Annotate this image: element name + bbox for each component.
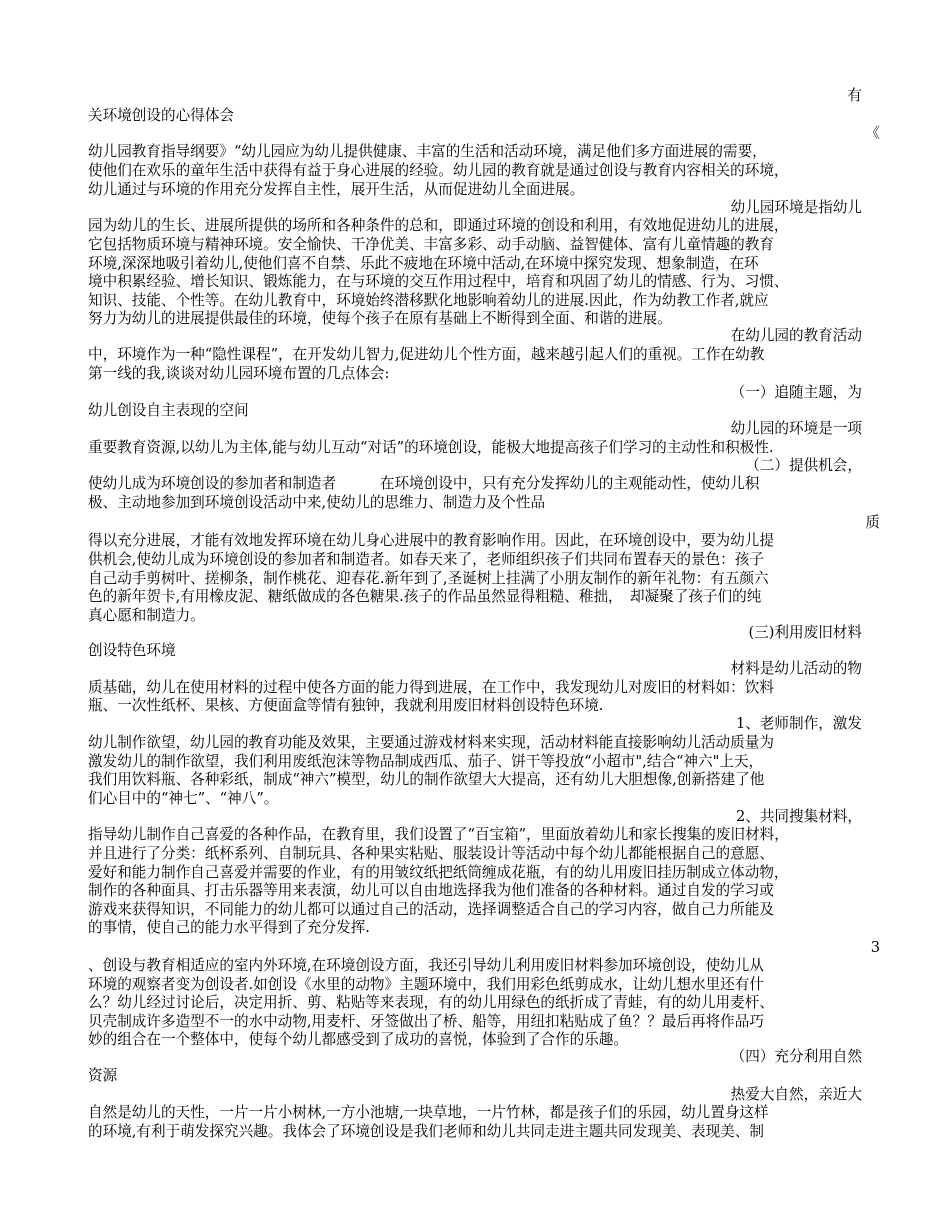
text-line: 指导幼儿制作自己喜爱的各种作品，在教育里，我们设置了“百宝箱”，里面放着幼儿和家长搜集的废旧材料， <box>88 826 789 843</box>
text-line: 幼儿制作欲望，幼儿园的教育功能及效果，主要通过游戏材料来实现，活动材料能直接影响幼儿活动质量为 <box>88 734 774 751</box>
text-line: 激发幼儿的制作欲望，我们利用废纸泡沫等物品制成西瓜、茄子、饼干等投放“小超市",结合“神六"上天， <box>88 753 764 770</box>
text-line: 知识、技能、个性等。在幼儿教育中，环境始终潜移默化地影响着幼儿的进展.因此，作为幼教工作者,就应 <box>88 292 769 309</box>
subheading-2: 2、共同搜集材料， <box>735 808 862 825</box>
text-line: 妙的组合在一个整体中，使每个幼儿都感受到了成功的喜悦，体验到了合作的乐趣。 <box>88 1031 628 1048</box>
text-line: 贝壳制成许多造型不一的水中动物,用麦杆、牙签做出了桥、船等，用纽扣粘贴成了鱼？？最后再将作品巧 <box>88 1013 764 1030</box>
text-line: 第一线的我,谈谈对幼儿园环境布置的几点体会: <box>88 365 390 382</box>
text-line: 极、主动地参加到环境创设活动中来,使幼儿的思维力、制造力及个性品 <box>88 494 546 511</box>
text-line: 幼儿园教育指导纲要》“幼儿园应为幼儿提供健康、丰富的生活和活动环境，满足他们多方面进展的需要， <box>88 143 767 160</box>
text-line: 供机会,使幼儿成为环境创设的参加者和制造者。如春天来了，老师组织孩子们共同布置春天的景色：孩子 <box>88 551 764 568</box>
text-line: 重要教育资源,以幼儿为主体,能与幼儿互动“对话”的环境创设，能极大地提高孩子们学习的主动性和积极性. <box>88 439 774 456</box>
text-line: 在幼儿园的教育活动 <box>730 327 862 344</box>
text-line: 的事情，使自己的能力水平得到了充分发挥. <box>88 919 370 936</box>
text-line: 它包括物质环境与精神环境。安全愉快、干净优美、丰富多彩、动手动脑、益智健体、富有儿童情趣的教育 <box>88 236 774 253</box>
text-line: 我们用饮料瓶、各种彩纸，制成“神六”模型，幼儿的制作欲望大大提高，还有幼儿大胆想像,创新搭建了他 <box>88 771 765 788</box>
text-line: 材料是幼儿活动的物 <box>730 660 862 677</box>
text-line: 的环境,有利于萌发探究兴趣。我体会了环境创设是我们老师和幼儿共同走进主题共同发现美、表现美、制 <box>88 1123 764 1140</box>
text-line: 制作的各种面具、打击乐器等用来表演，幼儿可以自由地选择我为他们准备的各种材料。通过自发的学习或 <box>88 882 774 899</box>
text-line: 得以充分进展，才能有效地发挥环境在幼儿身心进展中的教育影响作用。因此，在环境创设中，要为幼儿提 <box>88 532 774 549</box>
text-line: 们心目中的“神七”、“神八”。 <box>88 790 279 807</box>
text-line: 真心愿和制造力。 <box>88 607 205 624</box>
section-heading-3-cont: 创设特色环境 <box>88 642 176 659</box>
text-line: 爱好和能力制作自己喜爱并需要的作业，有的用皱纹纸把纸筒缠成花瓶，有的幼儿用废旧挂历制成立体动物， <box>88 864 789 881</box>
text-line: 幼儿园的环境是一项 <box>730 420 862 437</box>
text-line: 瓶、一次性纸杯、果核、方便面盒等情有独钟，我就利用废旧材料创设特色环境. <box>88 697 604 714</box>
text-line: 游戏来获得知识，不同能力的幼儿都可以通过自己的活动，选择调整适合自己的学习内容，做自己力所能及 <box>88 901 774 918</box>
section-heading-1: （一）追随主题，为 <box>730 384 862 401</box>
text-line: 使他们在欢乐的童年生活中获得有益于身心进展的经验。幼儿园的教育就是通过创设与教育内容相关的环境， <box>88 162 789 179</box>
text-line: 质 <box>865 514 880 531</box>
subheading-3: 3 <box>870 939 880 956</box>
section-heading-2-cont: 使幼儿成为环境创设的参加者和制造者 在环境创设中，只有充分发挥幼儿的主观能动性，使幼儿积 <box>88 475 760 492</box>
text-line: 努力为幼儿的进展提供最佳的环境，使每个孩子在原有基础上不断得到全面、和谐的进展。 <box>88 310 672 327</box>
section-heading-3: (三)利用废旧材料 <box>748 624 862 641</box>
subheading-1: 1、老师制作，激发 <box>735 715 862 732</box>
section-heading-1-cont: 幼儿创设自主表现的空间 <box>88 402 249 419</box>
text-line: 并且进行了分类：纸杯系列、自制玩具、各种果实粘贴、服装设计等活动中每个幼儿都能根据自己的意愿、 <box>88 845 774 862</box>
section-heading-4: （四）充分利用自然 <box>730 1048 862 1065</box>
text-line: 幼儿通过与环境的作用充分发挥自主性，展开生活，从而促进幼儿全面进展。 <box>88 181 585 198</box>
text-line: 、创设与教育相适应的室内外环境,在环境创设方面，我还引导幼儿利用废旧材料参加环境创设，使幼儿从 <box>88 957 764 974</box>
text-line: 自己动手剪树叶、搓柳条，制作桃花、迎春花.新年到了,圣诞树上挂满了小朋友制作的新年礼物：有五颜六 <box>88 570 769 587</box>
text-line: 环境的观察者变为创设者.如创设《水里的动物》主题环境中，我们用彩色纸剪成水，让幼儿想水里还有什 <box>88 976 764 993</box>
text-line: 《 <box>865 125 880 142</box>
section-heading-4-cont: 资源 <box>88 1067 118 1084</box>
text-line: 质基础，幼儿在使用材料的过程中使各方面的能力得到进展，在工作中，我发现幼儿对废旧的材料如：饮料 <box>88 679 774 696</box>
doc-title: 关环境创设的心得体会 <box>88 107 234 124</box>
section-heading-2: （二）提供机会， <box>745 457 862 474</box>
text-line: 自然是幼儿的天性，一片一片小树林,一方小池塘,一块草地，一片竹林，都是孩子们的乐园，幼儿置身这样 <box>88 1104 769 1121</box>
text-line: 有 <box>847 87 862 104</box>
text-line: 色的新年贺卡,有用橡皮泥、糖纸做成的各色糖果.孩子的作品虽然显得粗糙、稚拙， 却凝聚了孩子们的纯 <box>88 588 762 605</box>
text-line: 中，环境作为一种“隐性课程”，在开发幼儿智力,促进幼儿个性方面，越来越引起人们的重视。工作在幼教 <box>88 346 765 363</box>
text-line: 么？幼儿经过讨论后，决定用折、剪、粘贴等来表现，有的幼儿用绿色的纸折成了青蛙，有的幼儿用麦杆、 <box>88 994 774 1011</box>
text-line: 热爱大自然，亲近大 <box>730 1086 862 1103</box>
text-line: 幼儿园环境是指幼儿 <box>730 199 862 216</box>
text-line: 境中积累经验、增长知识、锻炼能力，在与环境的交互作用过程中，培育和巩固了幼儿的情感、行为、习惯、 <box>88 273 789 290</box>
text-line: 环境,深深地吸引着幼儿,使他们喜不自禁、乐此不疲地在环境中活动,在环境中探究发现、想象制造，在环 <box>88 255 759 272</box>
text-line: 园为幼儿的生长、进展所提供的场所和各种条件的总和，即通过环境的创设和利用，有效地促进幼儿的进展， <box>88 217 789 234</box>
